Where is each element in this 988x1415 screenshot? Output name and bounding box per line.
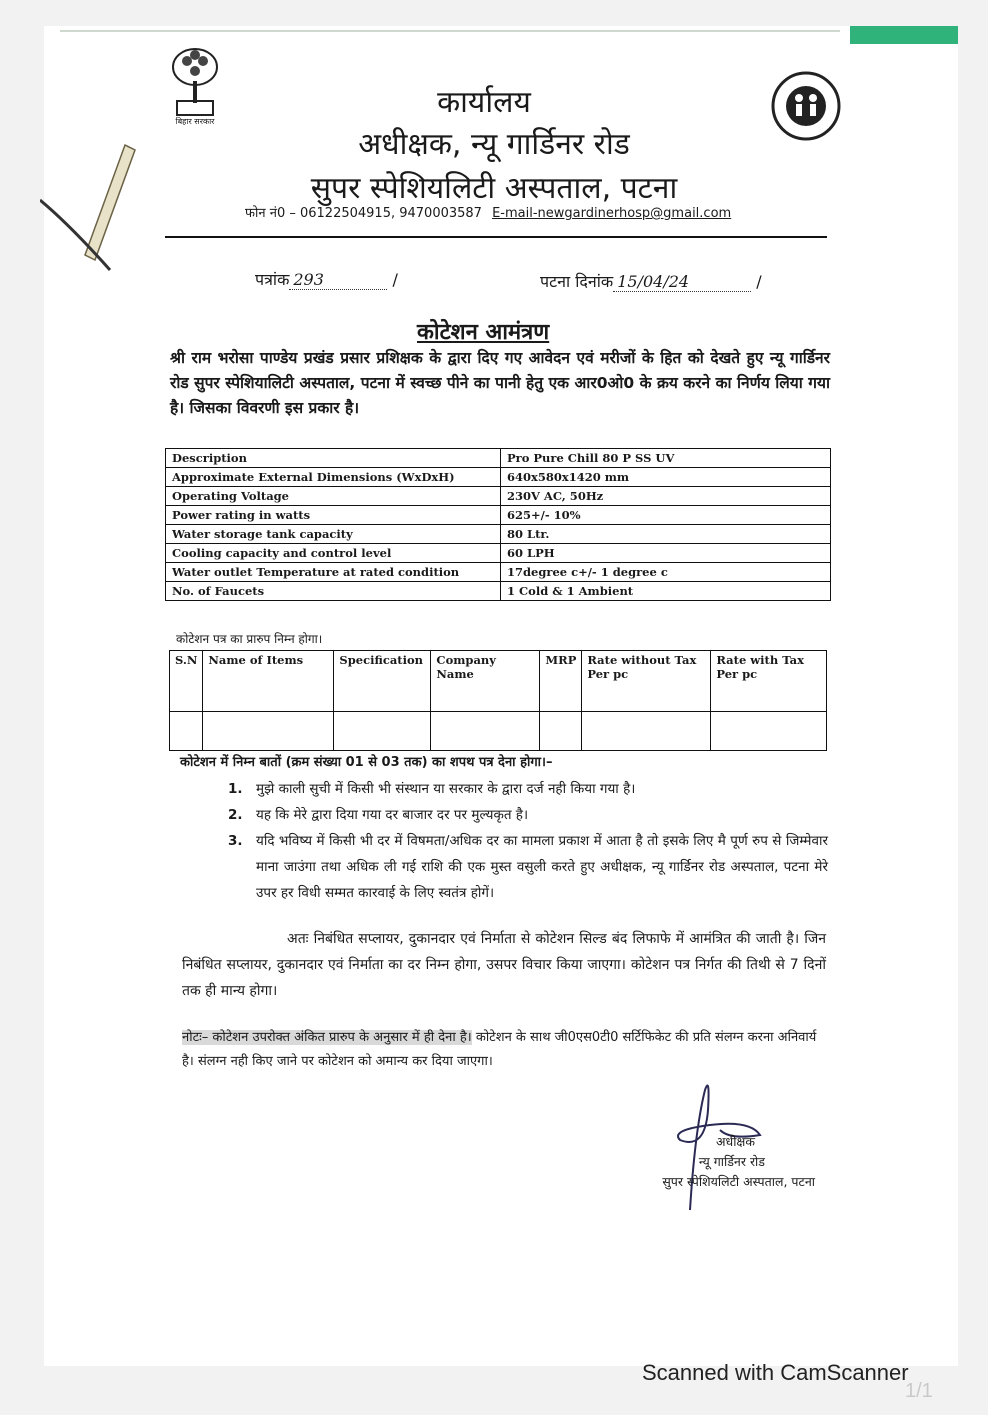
list-item [228,828,828,906]
table-row [166,487,831,506]
date-value: 15/04/24 [617,272,690,291]
email-address: E-mail-newgardinerhosp@gmail.com [492,206,732,221]
table-row [166,563,831,582]
table-row [166,449,831,468]
signatory-office: न्यू गार्डिनर रोड [698,1154,765,1169]
intro-paragraph: श्री राम भरोसा पाण्डेय प्रखंड प्रसार प्रशिक्षक के द्वारा दिए गए आवेदन एवं मरीजों के हित को देखते हुए न्यू गार्डिनर रोड सुपर स्पेशियालिटी अस्पताल, पटना में स्वच्छ पीने का पानी हेतु एक आर0ओ0 के क्रय करने का निर्णय लिया गया है। जिसका विवरणी इस प्रकार है। [170,349,830,417]
spec-label: Water outlet Temperature at rated condition [166,563,501,582]
column-header: S.N [170,651,203,712]
spec-value: 640x580x1420 mm [501,468,831,487]
page-indicator: 1/1 [905,1380,933,1402]
note-text: कोटेशन के साथ जी0एस0टी0 सर्टिफिकेट की प्रति संलग्न करना अनिवार्य है। संलग्न नही किए जाने पर कोटेशन को अमान्य कर दिया जाएगा। [182,1030,817,1069]
table-row [166,544,831,563]
document-title: कोटेशन आमंत्रण [417,320,550,345]
table-row [166,525,831,544]
item-text: यह कि मेरे द्वारा दिया गया दर बाजार दर पर मुल्यकृत है। [256,807,529,823]
spec-label: Description [166,449,501,468]
item-text: मुझे काली सुची में किसी भी संस्थान या सरकार के द्वारा दर्ज नही किया गया है। [256,781,636,797]
table-row [166,506,831,525]
date-label: पटना दिनांक [540,272,614,291]
column-header: Name of Items [203,651,334,712]
spec-label: Water storage tank capacity [166,525,501,544]
item-number: 1. [228,781,243,797]
header-rule [165,236,827,238]
phone-numbers: फोन नं0 – 06122504915, 9470003587 [245,206,482,221]
table-row [170,712,827,751]
spec-label: No. of Faucets [166,582,501,601]
table-row [166,468,831,487]
ref-number: 293 [293,270,324,289]
contact-line [245,203,731,221]
spec-value: 80 Ltr. [501,525,831,544]
scanner-tab [850,26,958,44]
table-header-row [170,651,827,712]
top-edge-line [60,30,840,32]
column-header: Rate with Tax Per pc [711,651,827,712]
spec-table [165,448,831,601]
spec-value: 625+/- 10% [501,506,831,525]
emblem-caption: बिहार सरकार [175,117,215,126]
date-line: पटना दिनांक 15/04/24 / [540,272,762,291]
note-highlight: नोटः– कोटेशन उपरोक्त अंकित प्रारुप के अनुसार में ही देना है। [182,1030,472,1045]
spec-label: Power rating in watts [166,506,501,525]
item-text: यदि भविष्य में किसी भी दर में विषमता/अधिक दर का मामला प्रकाश में आता है तो इसके लिए मै पूर्ण रुप से जिम्मेवार माना जाउंगा तथा अधिक ली गई राशि की एक मुस्त वसुली करते हुए अधीक्षक, न्यू गार्डिनर रोड अस्पताल, पटना मेरे उपर हर विधी सम्मत कारवाई के लिए स्वतंत्र होगें। [256,833,828,901]
hospital-name: सुपर स्पेशियलिटी अस्पताल, पटना [310,171,678,206]
spec-value: 230V AC, 50Hz [501,487,831,506]
spec-label: Operating Voltage [166,487,501,506]
column-header: Rate without Tax Per pc [582,651,711,712]
spec-value: 17degree c+/- 1 degree c [501,563,831,582]
table-row [166,582,831,601]
spec-label: Approximate External Dimensions (WxDxH) [166,468,501,487]
spec-value: Pro Pure Chill 80 P SS UV [501,449,831,468]
note-paragraph [182,1026,827,1074]
closing-paragraph: अतः निबंधित सप्लायर, दुकानदार एवं निर्माता से कोटेशन सिल्ड बंद लिफाफे में आमंत्रित की जाती है। जिन निबंधित सप्लायर, दुकानदार एवं निर्माता का दर निम्न होगा, उसपर विचार किया जाएगा। कोटेशन पत्र निर्गत की तिथी से 7 दिनों तक ही मान्य होगा। [182,931,826,999]
signatory-title: अधीक्षक [715,1134,755,1149]
spec-label: Cooling capacity and control level [166,544,501,563]
item-number: 3. [228,833,243,849]
quotation-format-label: कोटेशन पत्र का प्रारुप निम्न होगा। [176,632,323,646]
signatory-hospital: सुपर स्पेशियलिटी अस्पताल, पटना [662,1174,815,1189]
ref-label: पत्रांक [255,270,290,289]
office-subheading: अधीक्षक, न्यू गार्डिनर रोड [358,127,630,162]
spec-value: 1 Cold & 1 Ambient [501,582,831,601]
spec-value: 60 LPH [501,544,831,563]
list-item [228,776,828,802]
scanner-watermark: Scanned with CamScanner [642,1360,909,1385]
column-header: Company Name [431,651,540,712]
quotation-format-table [169,650,827,751]
signature-block [615,1132,815,1192]
column-header: MRP [540,651,582,712]
column-header: Specification [334,651,431,712]
affidavit-intro: कोटेशन में निम्न बातों (क्रम संख्या 01 से 03 तक) का शपथ पत्र देना होगा।– [180,755,553,770]
affidavit-list [228,776,828,906]
office-heading: कार्यालय [437,85,531,120]
reference-line: पत्रांक 293 / [255,270,398,289]
item-number: 2. [228,807,243,823]
list-item [228,802,828,828]
